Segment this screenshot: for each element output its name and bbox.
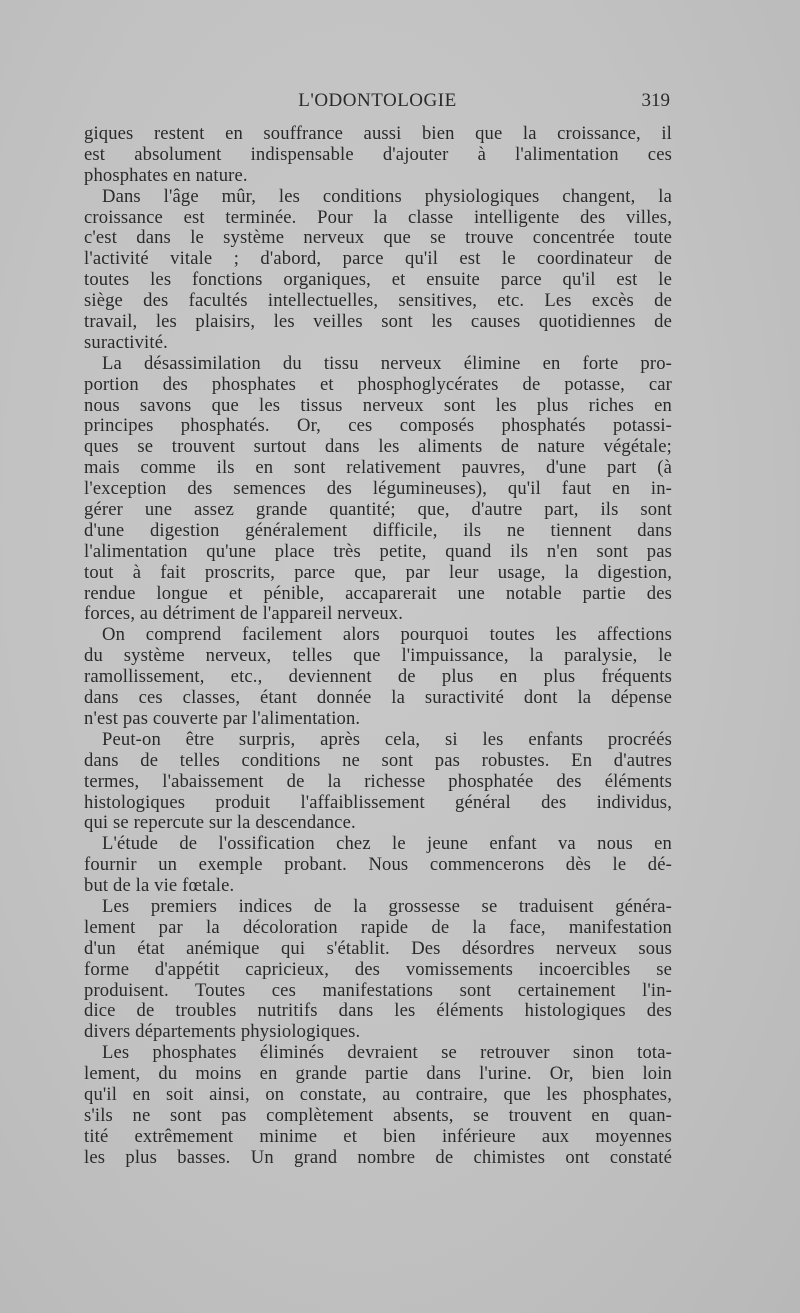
text-line: toutes les fonctions organiques, et ensuite parce qu'il est le: [84, 269, 672, 291]
text-line: fournir un exemple probant. Nous commencerons dès le dé-: [84, 854, 672, 876]
text-line: portion des phosphates et phosphoglycérates de potasse, car: [84, 373, 672, 395]
text-line: Les premiers indices de la grossesse se traduisent généra-: [102, 895, 672, 917]
text-line: L'étude de l'ossification chez le jeune enfant va nous en: [102, 833, 672, 855]
text-line: c'est dans le système nerveux que se trouve concentrée toute: [84, 227, 672, 249]
text-line: travail, les plaisirs, les veilles sont les causes quotidiennes de: [84, 311, 672, 333]
text-line: On comprend facilement alors pourquoi toutes les affections: [102, 624, 672, 646]
text-line: La désassimilation du tissu nerveux élimine en forte pro-: [102, 352, 672, 374]
text-line: qu'il en soit ainsi, on constate, au contraire, que les phosphates,: [84, 1083, 672, 1105]
text-line: croissance est terminée. Pour la classe intelligente des villes,: [84, 206, 672, 228]
text-line: rendue longue et pénible, accaparerait une notable partie des: [84, 582, 672, 604]
text-line: l'activité vitale ; d'abord, parce qu'il est le coordinateur de: [84, 248, 672, 270]
text-line: ques se trouvent surtout dans les aliments de nature végétale;: [84, 436, 672, 458]
text-line: les plus basses. Un grand nombre de chimistes ont constaté: [84, 1146, 672, 1168]
text-line: dice de troubles nutritifs dans les éléments histologiques des: [84, 1000, 672, 1022]
text-line: nous savons que les tissus nerveux sont les plus riches en: [84, 394, 672, 416]
running-head: [85, 90, 670, 116]
page-number: 319: [641, 90, 670, 111]
text-line: suractivité.: [84, 331, 168, 353]
text-line: siège des facultés intellectuelles, sensitives, etc. Les excès de: [84, 290, 672, 312]
text-line: qui se repercute sur la descendance.: [84, 812, 356, 834]
text-line: giques restent en souffrance aussi bien que la croissance, il: [84, 123, 672, 144]
text-line: l'alimentation qu'une place très petite, quand ils n'en sont pas: [84, 540, 672, 562]
text-line: principes phosphatés. Or, ces composés phosphatés potassi-: [84, 415, 672, 437]
running-title: L'ODONTOLOGIE: [298, 90, 457, 111]
text-line: divers départements physiologiques.: [84, 1021, 361, 1043]
body-text: [84, 124, 672, 1169]
text-line: dans de telles conditions ne sont pas robustes. En d'autres: [84, 749, 672, 771]
text-line: Les phosphates éliminés devraient se retrouver sinon tota-: [102, 1042, 672, 1064]
text-line: mais comme ils en sont relativement pauvres, d'une part (à: [84, 457, 672, 479]
text-line: d'une digestion généralement difficile, ils ne tiennent dans: [84, 519, 672, 541]
text-line: s'ils ne sont pas complètement absents, se trouvent en quan-: [84, 1104, 672, 1126]
text-line: du système nerveux, telles que l'impuissance, la paralysie, le: [84, 645, 672, 667]
text-line: phosphates en nature.: [84, 164, 248, 186]
text-line: lement, du moins en grande partie dans l'urine. Or, bien loin: [84, 1063, 672, 1085]
text-line: termes, l'abaissement de la richesse phosphatée des éléments: [84, 770, 672, 792]
text-line: d'un état anémique qui s'établit. Des désordres nerveux sous: [84, 937, 672, 959]
text-line: l'exception des semences des légumineuses), qu'il faut en in-: [84, 478, 672, 500]
text-line: ramollissement, etc., deviennent de plus en plus fréquents: [84, 666, 672, 688]
text-line: tout à fait proscrits, parce que, par leur usage, la digestion,: [84, 561, 672, 583]
text-line: n'est pas couverte par l'alimentation.: [84, 707, 361, 729]
text-line: produisent. Toutes ces manifestations sont certainement l'in-: [84, 979, 672, 1001]
text-line: forces, au détriment de l'appareil nerveux.: [84, 603, 404, 625]
text-line: Peut-on être surpris, après cela, si les enfants procréés: [102, 728, 672, 750]
text-line: lement par la décoloration rapide de la face, manifestation: [84, 916, 672, 938]
text-line: but de la vie fœtale.: [84, 875, 235, 897]
text-line: est absolument indispensable d'ajouter à l'alimentation ces: [84, 143, 672, 165]
text-line: Dans l'âge mûr, les conditions physiologiques changent, la: [102, 185, 672, 207]
text-line: gérer une assez grande quantité; que, d'autre part, ils sont: [84, 499, 672, 521]
text-line: dans ces classes, étant donnée la suractivité dont la dépense: [84, 687, 672, 709]
text-line: forme d'appétit capricieux, des vomissements incoercibles se: [84, 958, 672, 980]
text-line: histologiques produit l'affaiblissement général des individus,: [84, 791, 672, 813]
text-line: tité extrêmement minime et bien inférieure aux moyennes: [84, 1125, 672, 1147]
